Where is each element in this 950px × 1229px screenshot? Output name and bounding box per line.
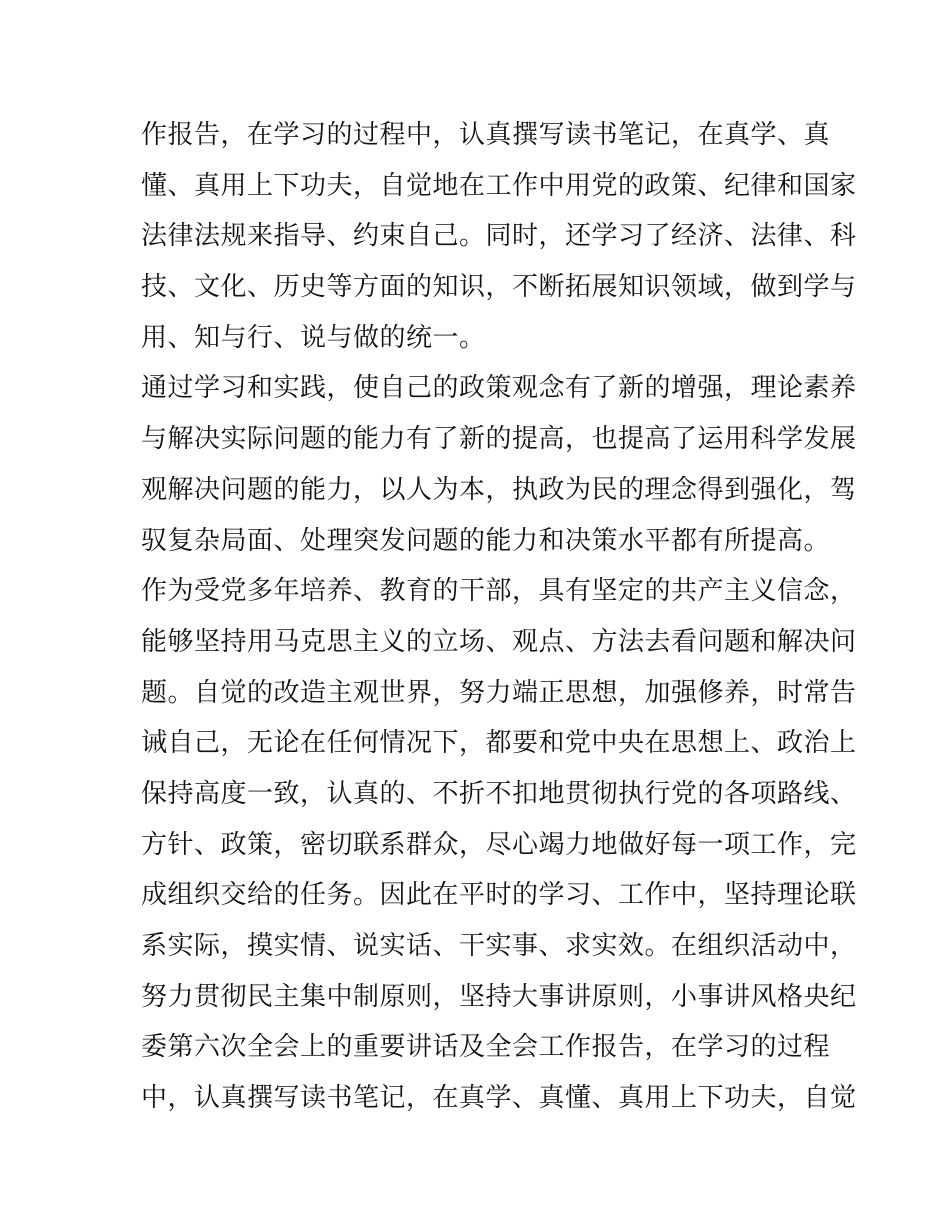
- text-line: 成组织交给的任务。因此在平时的学习、工作中，坚持理论联: [141, 880, 857, 911]
- text-line: 能够坚持用马克思主义的立场、观点、方法去看问题和解决问: [141, 626, 857, 657]
- text-line: 方针、政策，密切联系群众，尽心竭力地做好每一项工作，完: [141, 829, 857, 860]
- text-line: 系实际，摸实情、说实话、干实事、求实效。在组织活动中，: [141, 931, 857, 961]
- text-line: 法律法规来指导、约束自己。同时，还学习了经济、法律、科: [141, 221, 857, 252]
- text-line: 题。自觉的改造主观世界，努力端正思想，加强修养，时常告: [141, 677, 857, 708]
- text-line: 委第六次全会上的重要讲话及全会工作报告，在学习的过程: [141, 1032, 831, 1063]
- text-line: 驭复杂局面、处理突发问题的能力和决策水平都有所提高。: [141, 525, 831, 556]
- text-line: 与解决实际问题的能力有了新的提高，也提高了运用科学发展: [141, 424, 857, 455]
- text-line: 保持高度一致，认真的、不折不扣地贯彻执行党的各项路线、: [141, 778, 857, 809]
- text-line: 作报告，在学习的过程中，认真撰写读书笔记，在真学、真: [141, 120, 831, 150]
- text-line: 用、知与行、说与做的统一。: [141, 322, 486, 353]
- text-line: 努力贯彻民主集中制原则，坚持大事讲原则，小事讲风格央纪: [141, 981, 857, 1012]
- text-line: 作为受党多年培养、教育的干部，具有坚定的共产主义信念，: [141, 576, 857, 607]
- text-line: 通过学习和实践，使自己的政策观念有了新的增强，理论素养: [141, 373, 857, 404]
- text-line: 懂、真用上下功夫，自觉地在工作中用党的政策、纪律和国家: [141, 170, 857, 201]
- text-line: 技、文化、历史等方面的知识，不断拓展知识领域，做到学与: [141, 272, 857, 303]
- text-line: 中，认真撰写读书笔记，在真学、真懂、真用上下功夫，自觉: [141, 1083, 857, 1114]
- text-line: 诫自己，无论在任何情况下，都要和党中央在思想上、政治上: [141, 728, 857, 759]
- text-line: 观解决问题的能力，以人为本，执政为民的理念得到强化，驾: [141, 474, 857, 505]
- document-body: [141, 110, 857, 1124]
